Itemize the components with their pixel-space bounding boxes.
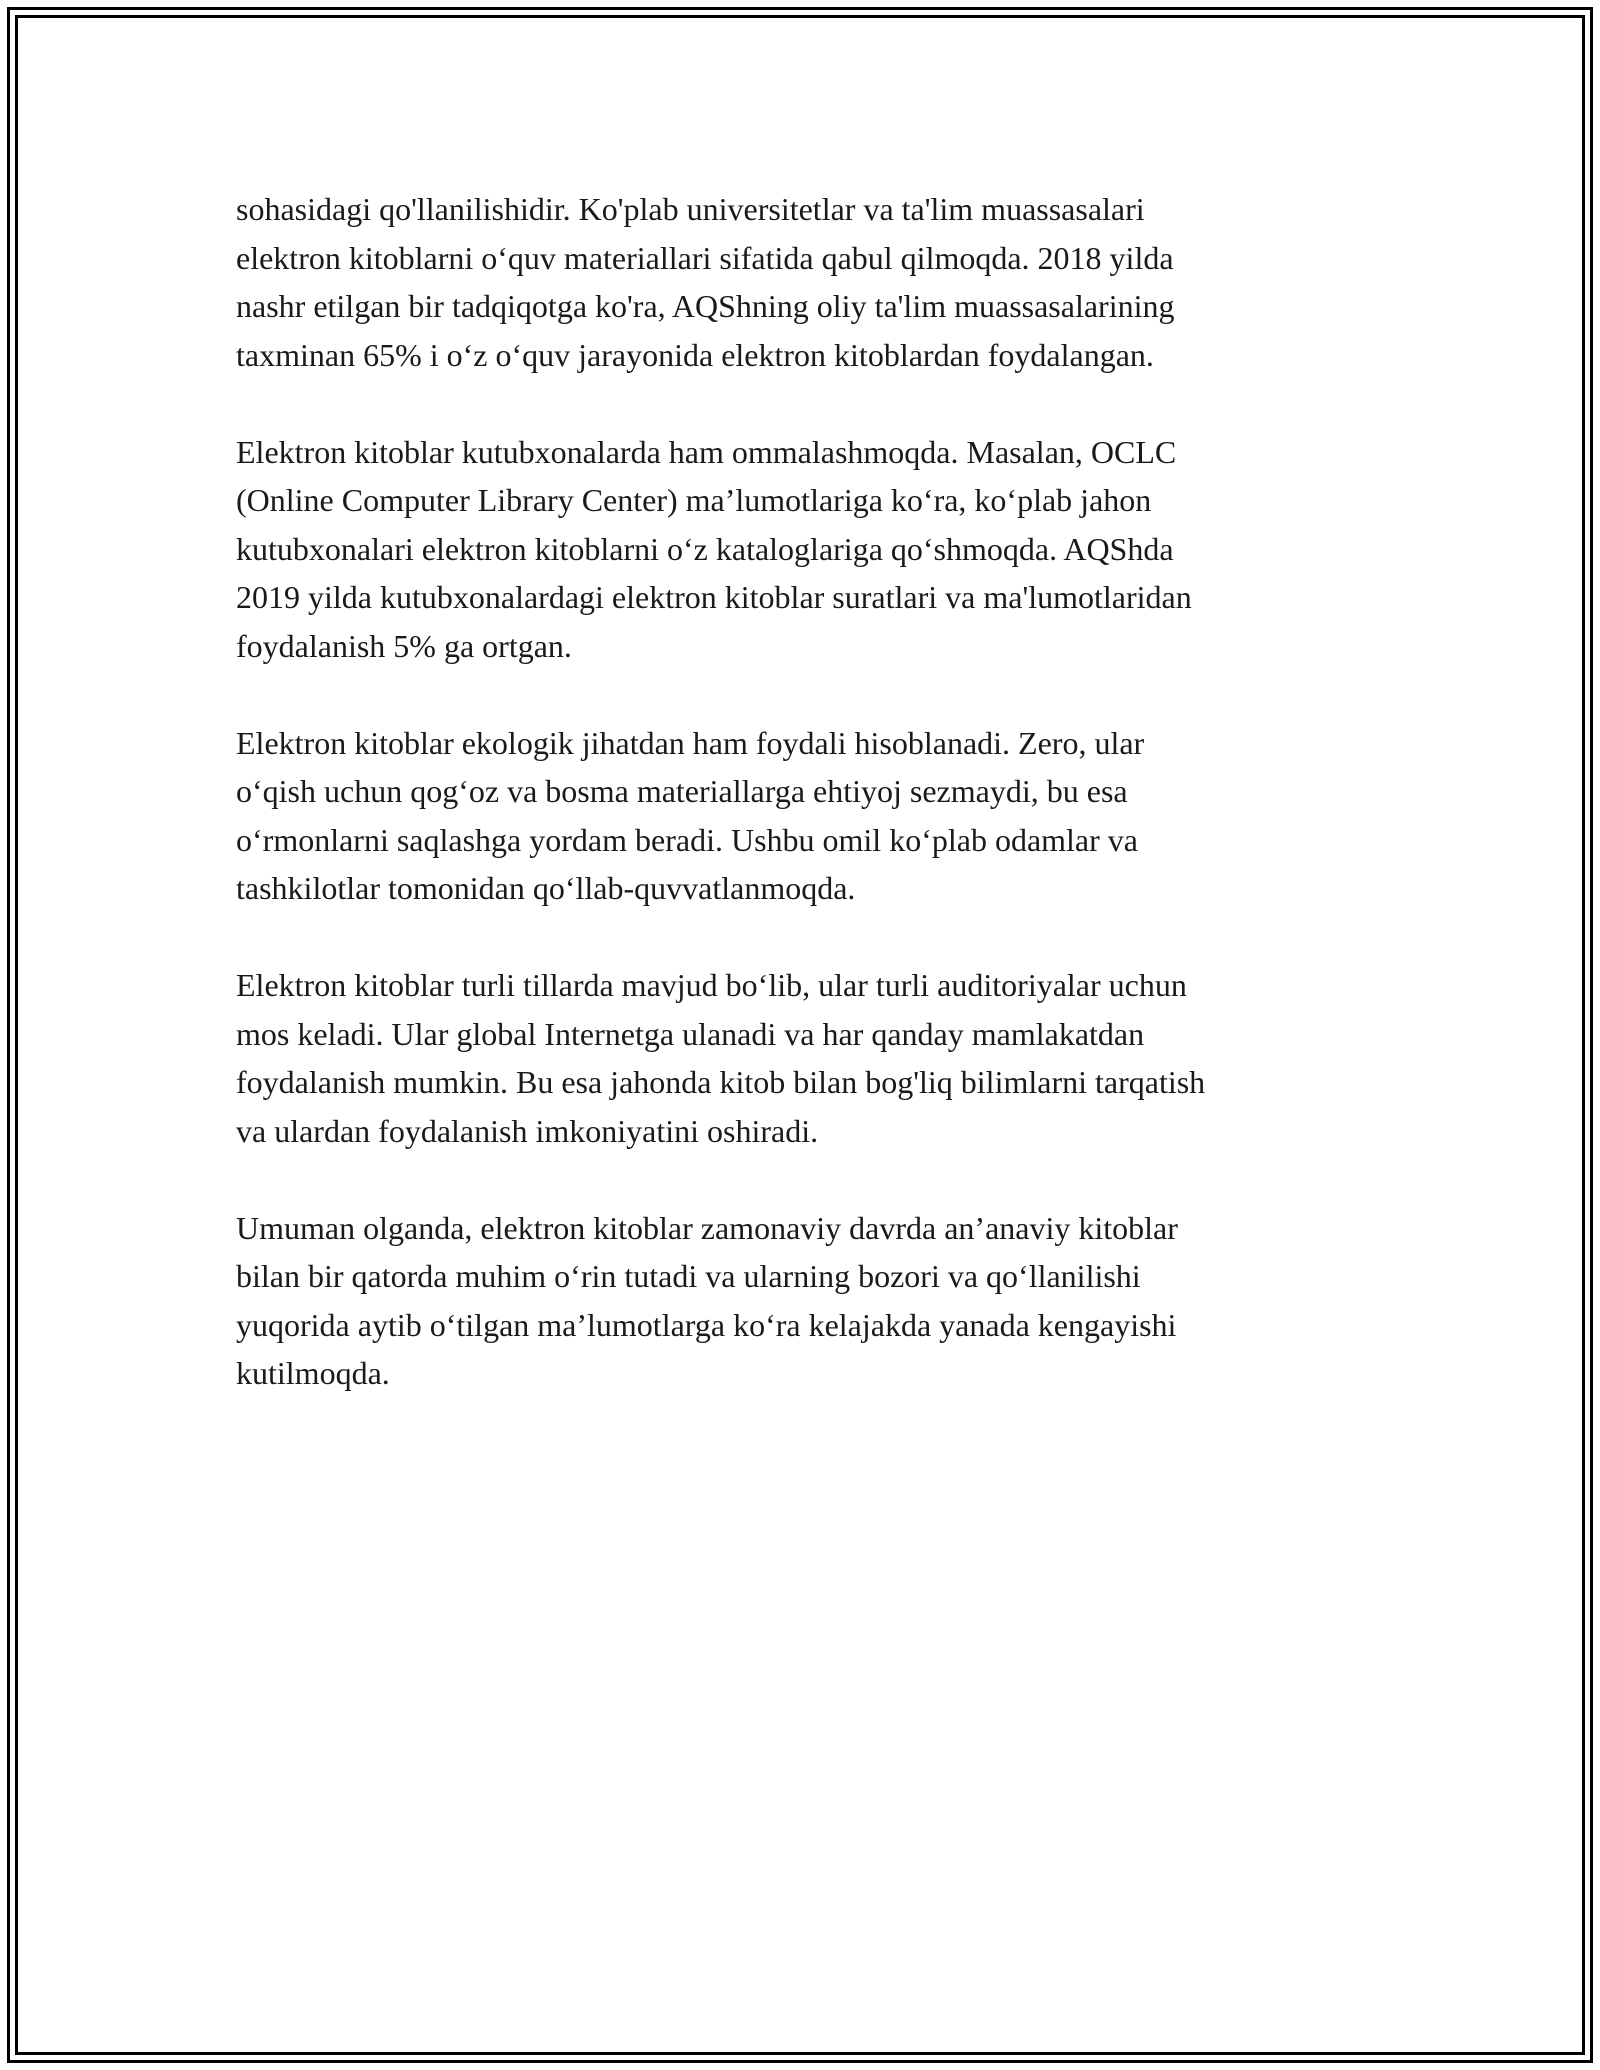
document-body — [236, 185, 1366, 1446]
text-line: tashkilotlar tomonidan qo‘llab-quvvatlanmoqda. — [236, 870, 856, 906]
text-line: sohasidagi qo'llanilishidir. Ko'plab universitetlar va ta'lim muassasalari — [236, 191, 1145, 227]
paragraph-3 — [236, 719, 1366, 913]
text-line: foydalanish 5% ga ortgan. — [236, 627, 572, 664]
text-line: mos keladi. Ular global Internetga ulanadi va har qanday mamlakatdan — [236, 1015, 1145, 1052]
text-line: foydalanish mumkin. Bu esa jahonda kitob bilan bog'liq bilimlarni tarqatish — [236, 1064, 1206, 1100]
text-line: o‘qish uchun qog‘oz va bosma materiallarga ehtiyoj sezmaydi, bu esa — [236, 773, 1128, 809]
text-line: kutubxonalari elektron kitoblarni o‘z kataloglariga qo‘shmoqda. AQShda — [236, 530, 1174, 567]
text-line: Elektron kitoblar kutubxonalarda ham ommalashmoqda. Masalan, OCLC — [236, 433, 1177, 470]
text-line: Elektron kitoblar ekologik jihatdan ham foydali hisoblanadi. Zero, ular — [236, 724, 1145, 761]
text-line: yuqorida aytib o‘tilgan ma’lumotlarga ko‘ra kelajakda yanada kengayishi — [236, 1306, 1177, 1343]
text-line: (Online Computer Library Center) ma’lumotlariga ko‘ra, ko‘plab jahon — [236, 482, 1152, 518]
paragraph-2 — [236, 428, 1366, 671]
text-line: nashr etilgan bir tadqiqotga ko'ra, AQShning oliy ta'lim muassasalarining — [236, 288, 1175, 324]
text-line: 2019 yilda kutubxonalardagi elektron kitoblar suratlari va ma'lumotlaridan — [236, 579, 1192, 615]
text-line: va ulardan foydalanish imkoniyatini oshiradi. — [236, 1112, 819, 1149]
text-line: Umuman olganda, elektron kitoblar zamonaviy davrda an’anaviy kitoblar — [236, 1209, 1178, 1246]
text-line: o‘rmonlarni saqlashga yordam beradi. Ushbu omil ko‘plab odamlar va — [236, 821, 1138, 858]
text-line: kutilmoqda. — [236, 1355, 390, 1391]
paragraph-5 — [236, 1204, 1366, 1398]
text-line: elektron kitoblarni o‘quv materiallari sifatida qabul qilmoqda. 2018 yilda — [236, 239, 1174, 276]
text-line: Elektron kitoblar turli tillarda mavjud bo‘lib, ular turli auditoriyalar uchun — [236, 967, 1187, 1003]
text-line: taxminan 65% i o‘z o‘quv jarayonida elektron kitoblardan foydalangan. — [236, 336, 1154, 373]
paragraph-1 — [236, 185, 1366, 379]
paragraph-4 — [236, 961, 1366, 1155]
text-line: bilan bir qatorda muhim o‘rin tutadi va ularning bozori va qo‘llanilishi — [236, 1258, 1141, 1294]
